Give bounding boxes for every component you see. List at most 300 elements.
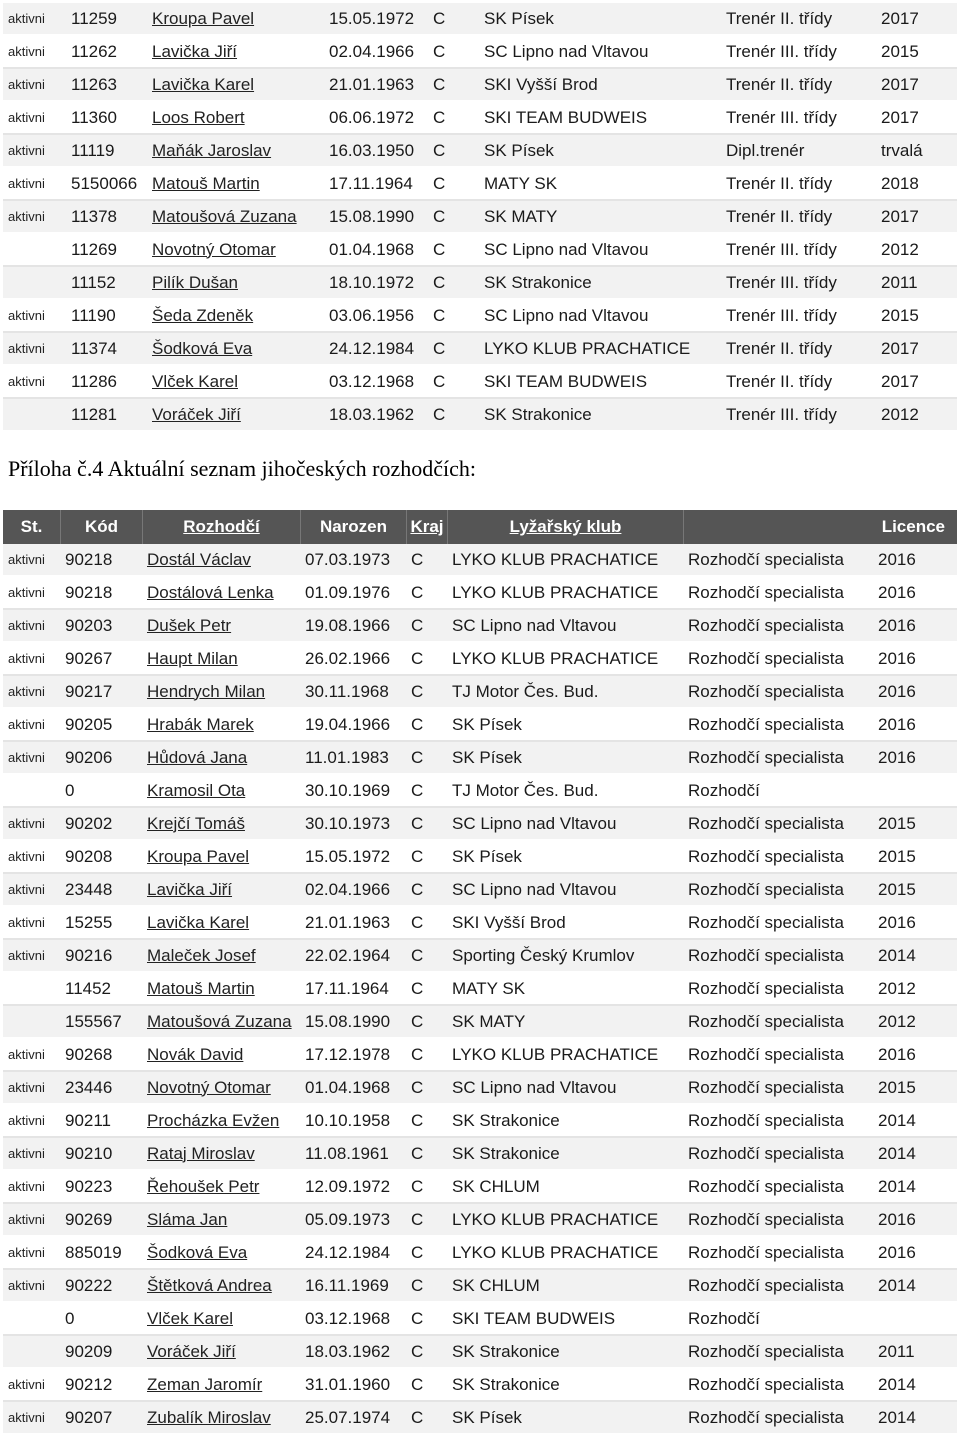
cell-license: Trenér III. třídy <box>722 300 877 333</box>
person-name-link[interactable]: Kroupa Pavel <box>143 841 301 874</box>
cell-year: 2016 <box>874 742 957 775</box>
cell-born: 05.09.1973 <box>301 1204 407 1237</box>
cell-status: aktivni <box>3 709 61 742</box>
cell-year: 2015 <box>874 841 957 874</box>
cell-club: SK Strakonice <box>480 267 722 300</box>
cell-year: 2011 <box>877 267 957 300</box>
person-name-link[interactable]: Hendrych Milan <box>143 676 301 709</box>
cell-club: LYKO KLUB PRACHATICE <box>448 1039 684 1072</box>
cell-club: SK Strakonice <box>448 1138 684 1171</box>
person-name-link[interactable]: Šodková Eva <box>143 1237 301 1270</box>
person-name-link[interactable]: Hrabák Marek <box>143 709 301 742</box>
cell-club: LYKO KLUB PRACHATICE <box>448 1204 684 1237</box>
cell-id: 90211 <box>61 1105 143 1138</box>
cell-license: Trenér II. třídy <box>722 201 877 234</box>
cell-club: SC Lipno nad Vltavou <box>480 300 722 333</box>
person-name-link[interactable]: Matoušová Zuzana <box>148 201 325 234</box>
cell-status: aktivni <box>3 300 67 333</box>
cell-club: SK Písek <box>480 3 722 36</box>
cell-born: 17.11.1964 <box>325 168 429 201</box>
cell-born: 03.06.1956 <box>325 300 429 333</box>
cell-id: 90212 <box>61 1369 143 1402</box>
cell-born: 01.09.1976 <box>301 577 407 610</box>
cell-club: SK MATY <box>448 1006 684 1039</box>
table-row <box>3 1204 957 1237</box>
table-row <box>3 333 957 366</box>
cell-license: Trenér III. třídy <box>722 234 877 267</box>
cell-club: SK Strakonice <box>448 1105 684 1138</box>
cell-year: 2014 <box>874 940 957 973</box>
person-name-link[interactable]: Pilík Dušan <box>148 267 325 300</box>
cell-region: C <box>407 610 448 643</box>
table-row <box>3 709 957 742</box>
cell-status <box>3 399 67 432</box>
cell-status: aktivni <box>3 1105 61 1138</box>
person-name-link[interactable]: Řehoušek Petr <box>143 1171 301 1204</box>
header-status: St. <box>3 510 61 544</box>
cell-region: C <box>429 102 480 135</box>
header-name[interactable]: Rozhodčí <box>143 510 301 544</box>
cell-born: 03.12.1968 <box>325 366 429 399</box>
person-name-link[interactable]: Procházka Evžen <box>143 1105 301 1138</box>
cell-id: 90208 <box>61 841 143 874</box>
cell-id: 90202 <box>61 808 143 841</box>
person-name-link[interactable]: Lavička Karel <box>148 69 325 102</box>
cell-status <box>3 1336 61 1369</box>
cell-region: C <box>407 1336 448 1369</box>
cell-born: 21.01.1963 <box>325 69 429 102</box>
cell-id: 90205 <box>61 709 143 742</box>
table-row <box>3 841 957 874</box>
cell-status: aktivni <box>3 1402 61 1435</box>
table-row <box>3 742 957 775</box>
cell-license: Rozhodčí specialista <box>684 643 874 676</box>
cell-year: 2016 <box>874 1204 957 1237</box>
cell-region: C <box>407 577 448 610</box>
cell-id: 90207 <box>61 1402 143 1435</box>
cell-id: 23446 <box>61 1072 143 1105</box>
cell-status <box>3 234 67 267</box>
cell-club: SK CHLUM <box>448 1171 684 1204</box>
cell-license: Rozhodčí specialista <box>684 1039 874 1072</box>
cell-license: Trenér II. třídy <box>722 366 877 399</box>
cell-year: 2014 <box>874 1138 957 1171</box>
table-row <box>3 300 957 333</box>
cell-year: 2018 <box>877 168 957 201</box>
cell-license: Rozhodčí specialista <box>684 709 874 742</box>
cell-region: C <box>407 841 448 874</box>
cell-region: C <box>407 1039 448 1072</box>
cell-club: SK Strakonice <box>480 399 722 432</box>
cell-region: C <box>407 1303 448 1336</box>
cell-club: MATY SK <box>448 973 684 1006</box>
trainers-table <box>3 3 957 432</box>
cell-status: aktivni <box>3 1171 61 1204</box>
cell-year: 2016 <box>874 544 957 577</box>
cell-born: 06.06.1972 <box>325 102 429 135</box>
cell-id: 90222 <box>61 1270 143 1303</box>
cell-status: aktivni <box>3 201 67 234</box>
cell-status: aktivni <box>3 333 67 366</box>
cell-year: 2015 <box>874 1072 957 1105</box>
cell-license: Rozhodčí specialista <box>684 544 874 577</box>
cell-region: C <box>407 1006 448 1039</box>
cell-region: C <box>429 135 480 168</box>
cell-club: SK Písek <box>448 1402 684 1435</box>
person-name-link[interactable]: Lavička Karel <box>143 907 301 940</box>
person-name-link[interactable]: Matouš Martin <box>148 168 325 201</box>
cell-status: aktivni <box>3 1138 61 1171</box>
cell-id: 11263 <box>67 69 148 102</box>
cell-id: 90268 <box>61 1039 143 1072</box>
cell-club: SKI Vyšší Brod <box>448 907 684 940</box>
cell-status: aktivni <box>3 742 61 775</box>
cell-id: 0 <box>61 775 143 808</box>
table-row <box>3 168 957 201</box>
person-name-link[interactable]: Voráček Jiří <box>148 399 325 432</box>
table-row <box>3 577 957 610</box>
cell-club: SK CHLUM <box>448 1270 684 1303</box>
cell-id: 15255 <box>61 907 143 940</box>
cell-born: 30.10.1973 <box>301 808 407 841</box>
person-name-link[interactable]: Kramosil Ota <box>143 775 301 808</box>
cell-id: 90216 <box>61 940 143 973</box>
cell-year: 2014 <box>874 1369 957 1402</box>
cell-id: 11119 <box>67 135 148 168</box>
table-row <box>3 1072 957 1105</box>
cell-club: MATY SK <box>480 168 722 201</box>
cell-year: 2012 <box>877 399 957 432</box>
table-row <box>3 3 957 36</box>
cell-year: 2012 <box>874 973 957 1006</box>
table-row <box>3 775 957 808</box>
table-row <box>3 36 957 69</box>
cell-region: C <box>429 69 480 102</box>
cell-year: 2016 <box>874 643 957 676</box>
cell-born: 15.08.1990 <box>301 1006 407 1039</box>
cell-license: Rozhodčí specialista <box>684 874 874 907</box>
cell-license: Rozhodčí specialista <box>684 973 874 1006</box>
cell-region: C <box>407 643 448 676</box>
table-row <box>3 1270 957 1303</box>
table-row <box>3 366 957 399</box>
table-row <box>3 234 957 267</box>
person-name-link[interactable]: Novák David <box>143 1039 301 1072</box>
cell-region: C <box>407 1072 448 1105</box>
cell-status: aktivni <box>3 610 61 643</box>
cell-year: 2017 <box>877 201 957 234</box>
cell-region: C <box>407 1105 448 1138</box>
person-name-link[interactable]: Novotný Otomar <box>148 234 325 267</box>
cell-license: Trenér II. třídy <box>722 333 877 366</box>
cell-region: C <box>407 907 448 940</box>
cell-born: 22.02.1964 <box>301 940 407 973</box>
cell-status <box>3 1303 61 1336</box>
cell-license: Rozhodčí specialista <box>684 1171 874 1204</box>
cell-born: 24.12.1984 <box>325 333 429 366</box>
cell-id: 0 <box>61 1303 143 1336</box>
cell-status: aktivni <box>3 676 61 709</box>
table-row <box>3 1171 957 1204</box>
cell-license: Rozhodčí specialista <box>684 1402 874 1435</box>
cell-status: aktivni <box>3 577 61 610</box>
cell-id: 11378 <box>67 201 148 234</box>
person-name-link[interactable]: Voráček Jiří <box>143 1336 301 1369</box>
cell-year: 2017 <box>877 69 957 102</box>
cell-region: C <box>407 742 448 775</box>
table-row <box>3 267 957 300</box>
referees-header-row <box>3 510 957 544</box>
cell-year: 2016 <box>874 709 957 742</box>
cell-status: aktivni <box>3 907 61 940</box>
cell-year: 2014 <box>874 1105 957 1138</box>
cell-id: 90209 <box>61 1336 143 1369</box>
cell-region: C <box>407 973 448 1006</box>
table-row <box>3 1369 957 1402</box>
cell-id: 90218 <box>61 577 143 610</box>
cell-license: Dipl.trenér <box>722 135 877 168</box>
cell-id: 11269 <box>67 234 148 267</box>
cell-license: Trenér II. třídy <box>722 3 877 36</box>
table-row <box>3 69 957 102</box>
cell-club: SKI TEAM BUDWEIS <box>480 102 722 135</box>
cell-born: 02.04.1966 <box>325 36 429 69</box>
cell-id: 5150066 <box>67 168 148 201</box>
cell-born: 19.08.1966 <box>301 610 407 643</box>
cell-year: 2012 <box>874 1006 957 1039</box>
cell-status <box>3 267 67 300</box>
cell-year: 2011 <box>874 1336 957 1369</box>
table-row <box>3 874 957 907</box>
table-row <box>3 102 957 135</box>
cell-region: C <box>429 333 480 366</box>
cell-status <box>3 973 61 1006</box>
trainers-table-body <box>3 3 957 432</box>
cell-region: C <box>407 1402 448 1435</box>
cell-year <box>874 1303 957 1336</box>
cell-year: 2016 <box>874 676 957 709</box>
cell-region: C <box>429 201 480 234</box>
cell-id: 90217 <box>61 676 143 709</box>
person-name-link[interactable]: Krejčí Tomáš <box>143 808 301 841</box>
person-name-link[interactable]: Šeda Zdeněk <box>148 300 325 333</box>
cell-license: Rozhodčí specialista <box>684 808 874 841</box>
cell-born: 31.01.1960 <box>301 1369 407 1402</box>
cell-region: C <box>429 3 480 36</box>
section-heading: Příloha č.4 Aktuální seznam jihočeských rozhodčích: <box>8 456 476 481</box>
cell-id: 11190 <box>67 300 148 333</box>
cell-region: C <box>407 709 448 742</box>
person-name-link[interactable]: Dostál Václav <box>143 544 301 577</box>
person-name-link[interactable]: Loos Robert <box>148 102 325 135</box>
cell-born: 17.12.1978 <box>301 1039 407 1072</box>
cell-license: Rozhodčí specialista <box>684 1006 874 1039</box>
cell-status: aktivni <box>3 366 67 399</box>
cell-year: 2015 <box>877 300 957 333</box>
person-name-link[interactable]: Zeman Jaromír <box>143 1369 301 1402</box>
cell-license: Rozhodčí specialista <box>684 1270 874 1303</box>
cell-born: 11.01.1983 <box>301 742 407 775</box>
cell-region: C <box>429 234 480 267</box>
table-row <box>3 399 957 432</box>
cell-status: aktivni <box>3 808 61 841</box>
cell-club: TJ Motor Čes. Bud. <box>448 676 684 709</box>
cell-born: 18.03.1962 <box>301 1336 407 1369</box>
person-name-link[interactable]: Dostálová Lenka <box>143 577 301 610</box>
cell-license: Trenér III. třídy <box>722 102 877 135</box>
table-row <box>3 544 957 577</box>
cell-license: Rozhodčí specialista <box>684 1105 874 1138</box>
cell-club: TJ Motor Čes. Bud. <box>448 775 684 808</box>
cell-club: SK Písek <box>480 135 722 168</box>
cell-born: 18.03.1962 <box>325 399 429 432</box>
cell-club: LYKO KLUB PRACHATICE <box>448 1237 684 1270</box>
cell-year: 2014 <box>874 1171 957 1204</box>
person-name-link[interactable]: Novotný Otomar <box>143 1072 301 1105</box>
person-name-link[interactable]: Šodková Eva <box>148 333 325 366</box>
table-row <box>3 1303 957 1336</box>
cell-id: 90203 <box>61 610 143 643</box>
cell-born: 07.03.1973 <box>301 544 407 577</box>
cell-club: SK Strakonice <box>448 1369 684 1402</box>
cell-region: C <box>407 775 448 808</box>
cell-year: 2016 <box>874 610 957 643</box>
person-name-link[interactable]: Vlček Karel <box>148 366 325 399</box>
cell-id: 885019 <box>61 1237 143 1270</box>
cell-license: Rozhodčí specialista <box>684 676 874 709</box>
cell-status: aktivni <box>3 102 67 135</box>
cell-status: aktivni <box>3 1204 61 1237</box>
cell-status: aktivni <box>3 841 61 874</box>
cell-club: SKI TEAM BUDWEIS <box>480 366 722 399</box>
person-name-link[interactable]: Hůdová Jana <box>143 742 301 775</box>
cell-born: 15.05.1972 <box>325 3 429 36</box>
cell-id: 11259 <box>67 3 148 36</box>
header-license: Licence <box>684 510 957 544</box>
cell-status: aktivni <box>3 1369 61 1402</box>
cell-id: 11152 <box>67 267 148 300</box>
cell-year: 2016 <box>874 1039 957 1072</box>
cell-license: Rozhodčí specialista <box>684 577 874 610</box>
person-name-link[interactable]: Štětková Andrea <box>143 1270 301 1303</box>
cell-status: aktivni <box>3 168 67 201</box>
cell-id: 11262 <box>67 36 148 69</box>
cell-license: Rozhodčí specialista <box>684 841 874 874</box>
cell-status: aktivni <box>3 1072 61 1105</box>
cell-born: 15.08.1990 <box>325 201 429 234</box>
person-name-link[interactable]: Maleček Josef <box>143 940 301 973</box>
person-name-link[interactable]: Matoušová Zuzana <box>143 1006 301 1039</box>
cell-status: aktivni <box>3 69 67 102</box>
header-region[interactable]: Kraj <box>407 510 448 544</box>
cell-status <box>3 1006 61 1039</box>
cell-id: 11360 <box>67 102 148 135</box>
referees-table-body <box>3 544 957 1435</box>
cell-region: C <box>407 1138 448 1171</box>
cell-region: C <box>407 676 448 709</box>
referees-table <box>3 510 957 1435</box>
cell-region: C <box>407 1204 448 1237</box>
cell-status: aktivni <box>3 1237 61 1270</box>
cell-club: SC Lipno nad Vltavou <box>448 610 684 643</box>
cell-club: SKI TEAM BUDWEIS <box>448 1303 684 1336</box>
cell-born: 11.08.1961 <box>301 1138 407 1171</box>
cell-region: C <box>407 874 448 907</box>
cell-region: C <box>429 399 480 432</box>
cell-status: aktivni <box>3 1039 61 1072</box>
table-row <box>3 135 957 168</box>
cell-born: 26.02.1966 <box>301 643 407 676</box>
cell-license: Rozhodčí specialista <box>684 1369 874 1402</box>
cell-year: 2014 <box>874 1270 957 1303</box>
cell-region: C <box>429 300 480 333</box>
cell-status <box>3 775 61 808</box>
table-row <box>3 1138 957 1171</box>
person-name-link[interactable]: Lavička Jiří <box>148 36 325 69</box>
cell-club: SC Lipno nad Vltavou <box>448 808 684 841</box>
cell-club: SK Strakonice <box>448 1336 684 1369</box>
cell-born: 10.10.1958 <box>301 1105 407 1138</box>
person-name-link[interactable]: Lavička Jiří <box>143 874 301 907</box>
cell-club: LYKO KLUB PRACHATICE <box>448 643 684 676</box>
cell-born: 19.04.1966 <box>301 709 407 742</box>
table-row <box>3 1039 957 1072</box>
cell-status: aktivni <box>3 3 67 36</box>
cell-license: Rozhodčí specialista <box>684 940 874 973</box>
header-club[interactable]: Lyžařský klub <box>448 510 684 544</box>
cell-region: C <box>429 168 480 201</box>
cell-club: SC Lipno nad Vltavou <box>448 1072 684 1105</box>
person-name-link[interactable]: Haupt Milan <box>143 643 301 676</box>
person-name-link[interactable]: Zubalík Miroslav <box>143 1402 301 1435</box>
person-name-link[interactable]: Matouš Martin <box>143 973 301 1006</box>
table-row <box>3 907 957 940</box>
cell-club: SC Lipno nad Vltavou <box>480 36 722 69</box>
cell-region: C <box>429 366 480 399</box>
table-row <box>3 201 957 234</box>
cell-license: Trenér II. třídy <box>722 168 877 201</box>
cell-license: Trenér III. třídy <box>722 267 877 300</box>
cell-born: 16.11.1969 <box>301 1270 407 1303</box>
person-name-link[interactable]: Rataj Miroslav <box>143 1138 301 1171</box>
cell-license: Rozhodčí specialista <box>684 1204 874 1237</box>
person-name-link[interactable]: Vlček Karel <box>143 1303 301 1336</box>
cell-id: 155567 <box>61 1006 143 1039</box>
cell-license: Trenér III. třídy <box>722 399 877 432</box>
person-name-link[interactable]: Dušek Petr <box>143 610 301 643</box>
person-name-link[interactable]: Sláma Jan <box>143 1204 301 1237</box>
cell-license: Rozhodčí specialista <box>684 1138 874 1171</box>
cell-license: Rozhodčí specialista <box>684 907 874 940</box>
cell-status: aktivni <box>3 135 67 168</box>
cell-year: trvalá <box>877 135 957 168</box>
cell-born: 21.01.1963 <box>301 907 407 940</box>
header-born: Narozen <box>301 510 407 544</box>
cell-club: SC Lipno nad Vltavou <box>448 874 684 907</box>
table-row <box>3 973 957 1006</box>
person-name-link[interactable]: Maňák Jaroslav <box>148 135 325 168</box>
cell-license: Rozhodčí specialista <box>684 610 874 643</box>
cell-id: 90267 <box>61 643 143 676</box>
table-row <box>3 1006 957 1039</box>
cell-club: LYKO KLUB PRACHATICE <box>448 577 684 610</box>
cell-status: aktivni <box>3 643 61 676</box>
person-name-link[interactable]: Kroupa Pavel <box>148 3 325 36</box>
cell-born: 17.11.1964 <box>301 973 407 1006</box>
table-row <box>3 1402 957 1435</box>
cell-born: 01.04.1968 <box>325 234 429 267</box>
cell-id: 90218 <box>61 544 143 577</box>
